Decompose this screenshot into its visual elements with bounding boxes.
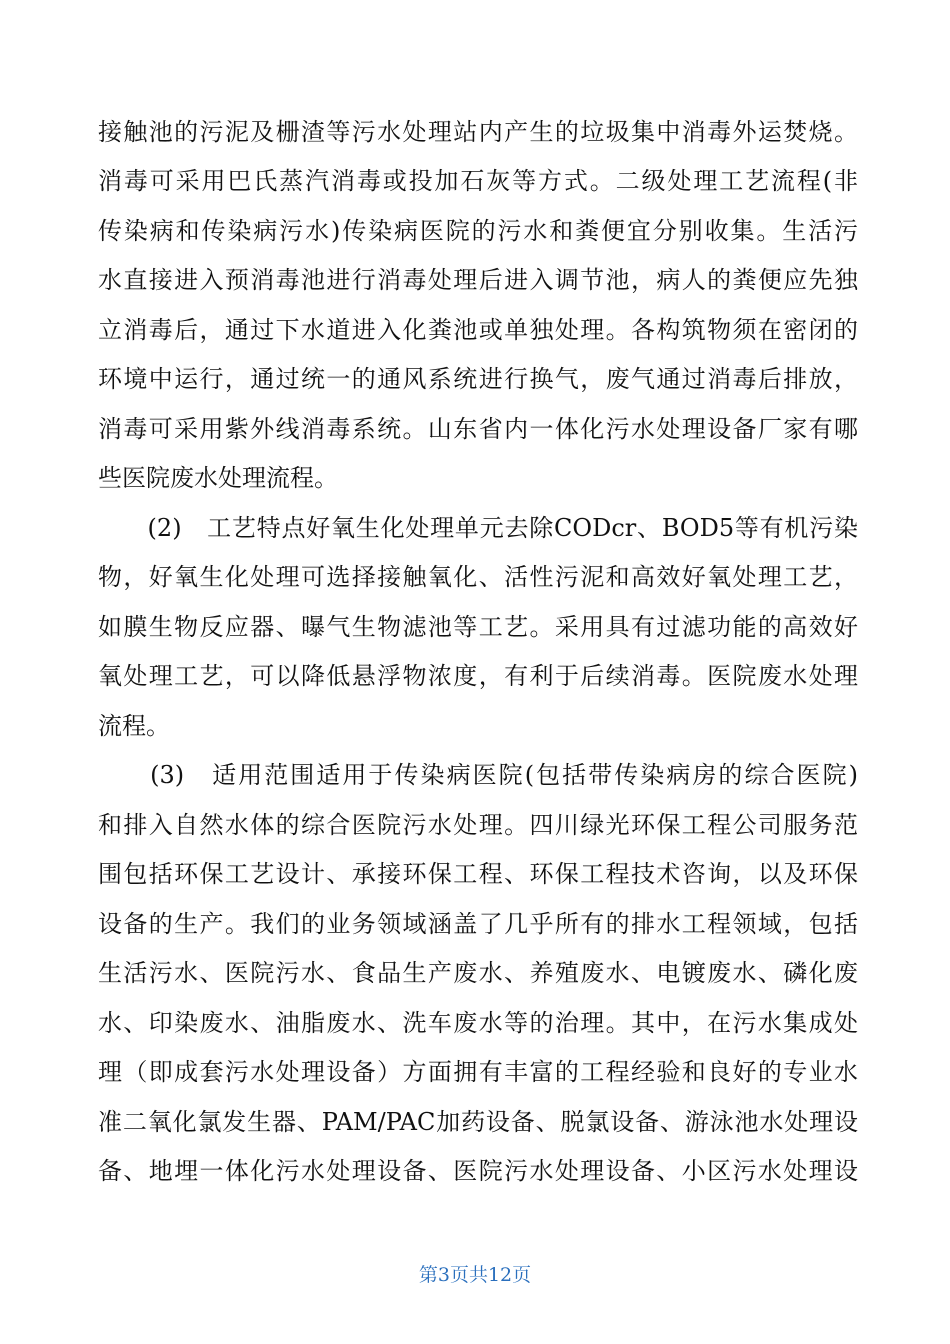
text-line: 消毒可采用紫外线消毒系统。山东省内一体化污水处理设备厂家有哪 (98, 415, 858, 443)
text-line: 立消毒后，通过下水道进入化粪池或单独处理。各构筑物须在密闭的 (98, 316, 858, 344)
text-line: 理（即成套污水处理设备）方面拥有丰富的工程经验和良好的专业水 (98, 1058, 858, 1086)
text-line: 环境中运行，通过统一的通风系统进行换气，废气通过消毒后排放， (98, 365, 858, 393)
text-line: 接触池的污泥及栅渣等污水处理站内产生的垃圾集中消毒外运焚烧。 (98, 118, 858, 146)
text-line: 围包括环保工艺设计、承接环保工程、环保工程技术咨询，以及环保 (98, 860, 858, 888)
text-line: 水直接进入预消毒池进行消毒处理后进入调节池，病人的粪便应先独 (98, 266, 858, 294)
text-line: 传染病和传染病污水)传染病医院的污水和粪便宜分别收集。生活污 (98, 217, 858, 245)
text-line: 物，好氧生化处理可选择接触氧化、活性污泥和高效好氧处理工艺， (98, 563, 858, 591)
page-number: 第3页共12页 (418, 1264, 532, 1286)
text-line: 些医院废水处理流程。 (98, 464, 338, 492)
text-line: 消毒可采用巴氏蒸汽消毒或投加石灰等方式。二级处理工艺流程(非 (98, 167, 858, 195)
text-line: 备、地埋一体化污水处理设备、医院污水处理设备、小区污水处理设 (98, 1157, 858, 1185)
text-line: 水、印染废水、油脂废水、洗车废水等的治理。其中，在污水集成处 (98, 1009, 858, 1037)
text-line: 设备的生产。我们的业务领域涵盖了几乎所有的排水工程领域，包括 (98, 910, 858, 938)
text-line: 准二氧化氯发生器、PAM/PAC加药设备、脱氯设备、游泳池水处理设 (98, 1108, 858, 1136)
text-line: 和排入自然水体的综合医院污水处理。四川绿光环保工程公司服务范 (98, 811, 858, 839)
text-line: 生活污水、医院污水、食品生产废水、养殖废水、电镀废水、磷化废 (98, 959, 858, 987)
text-line: 如膜生物反应器、曝气生物滤池等工艺。采用具有过滤功能的高效好 (98, 613, 858, 641)
text-line: 流程。 (98, 712, 170, 740)
text-line: (2) 工艺特点好氧生化处理单元去除CODcr、BOD5等有机污染 (98, 514, 858, 542)
text-line: 氧处理工艺，可以降低悬浮物浓度，有利于后续消毒。医院废水处理 (98, 662, 858, 690)
text-line: (3) 适用范围适用于传染病医院(包括带传染病房的综合医院) (98, 761, 858, 789)
